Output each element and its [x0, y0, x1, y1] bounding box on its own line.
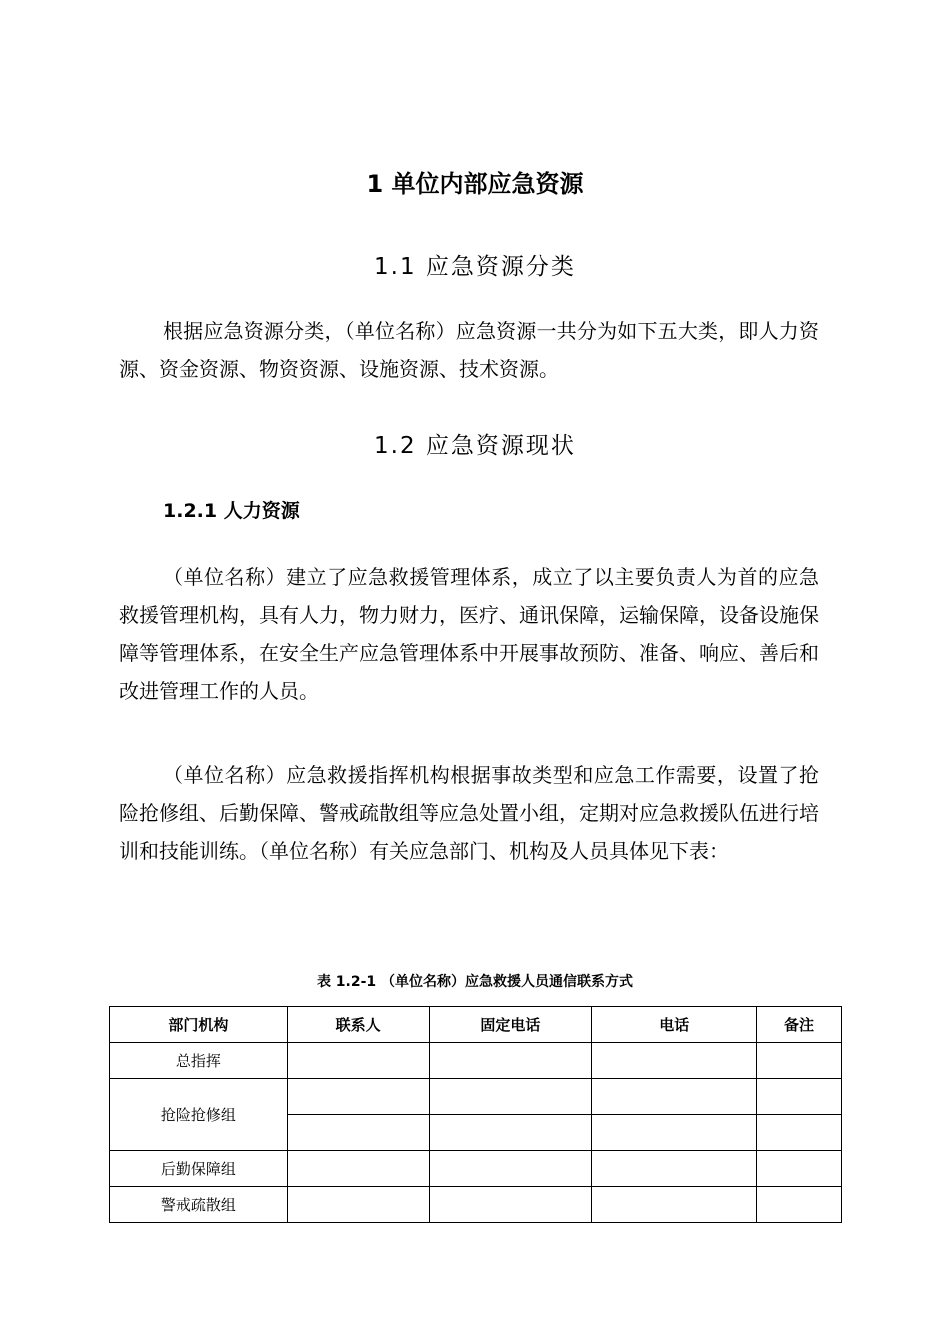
- contact-cell: [287, 1115, 429, 1151]
- landline-cell: [429, 1079, 592, 1115]
- contact-cell: [287, 1043, 429, 1079]
- table-caption: 表 1.2-1 （单位名称）应急救援人员通信联系方式: [316, 974, 634, 990]
- department-cell: 警戒疏散组: [110, 1187, 288, 1223]
- remarks-cell: [757, 1079, 842, 1115]
- phone-cell: [592, 1043, 757, 1079]
- section-heading-1-2: 1.2 应急资源现状: [374, 433, 576, 459]
- section-heading-1-1: 1.1 应急资源分类: [374, 254, 576, 280]
- landline-cell: [429, 1151, 592, 1187]
- table-row: [110, 1043, 842, 1079]
- landline-cell: [429, 1043, 592, 1079]
- contact-cell: [287, 1151, 429, 1187]
- table-header-row: [110, 1007, 842, 1043]
- phone-cell: [592, 1187, 757, 1223]
- remarks-cell: [757, 1115, 842, 1151]
- table-row: [110, 1079, 842, 1115]
- contacts-table: [109, 1006, 842, 1223]
- phone-cell: [592, 1151, 757, 1187]
- paragraph-resource-categories: 根据应急资源分类，（单位名称）应急资源一共分为如下五大类，即人力资源、资金资源、物资资源、设施资源、技术资源。: [119, 319, 819, 381]
- header-remarks: 备注: [757, 1007, 842, 1043]
- remarks-cell: [757, 1187, 842, 1223]
- remarks-cell: [757, 1151, 842, 1187]
- phone-cell: [592, 1115, 757, 1151]
- phone-cell: [592, 1079, 757, 1115]
- header-contact-person: 联系人: [287, 1007, 429, 1043]
- landline-cell: [429, 1115, 592, 1151]
- chapter-heading: 1 单位内部应急资源: [366, 170, 584, 198]
- header-landline: 固定电话: [429, 1007, 592, 1043]
- department-cell: 后勤保障组: [110, 1151, 288, 1187]
- table-row: [110, 1187, 842, 1223]
- subsection-heading-1-2-1: 1.2.1 人力资源: [163, 500, 300, 522]
- paragraph-response-teams: （单位名称）应急救援指挥机构根据事故类型和应急工作需要，设置了抢险抢修组、后勤保障、警戒疏散组等应急处置小组，定期对应急救援队伍进行培训和技能训练。（单位名称）有关应急部门、机构及人员具体见下表：: [119, 763, 819, 863]
- remarks-cell: [757, 1043, 842, 1079]
- table-row: [110, 1151, 842, 1187]
- contact-cell: [287, 1079, 429, 1115]
- contact-cell: [287, 1187, 429, 1223]
- department-cell: 总指挥: [110, 1043, 288, 1079]
- header-department: 部门机构: [110, 1007, 288, 1043]
- header-phone: 电话: [592, 1007, 757, 1043]
- landline-cell: [429, 1187, 592, 1223]
- paragraph-management-system: （单位名称）建立了应急救援管理体系，成立了以主要负责人为首的应急救援管理机构，具有人力，物力财力，医疗、通讯保障，运输保障，设备设施保障等管理体系，在安全生产应急管理体系中开展事故预防、准备、响应、善后和改进管理工作的人员。: [119, 565, 819, 703]
- department-cell: 抢险抢修组: [110, 1079, 288, 1151]
